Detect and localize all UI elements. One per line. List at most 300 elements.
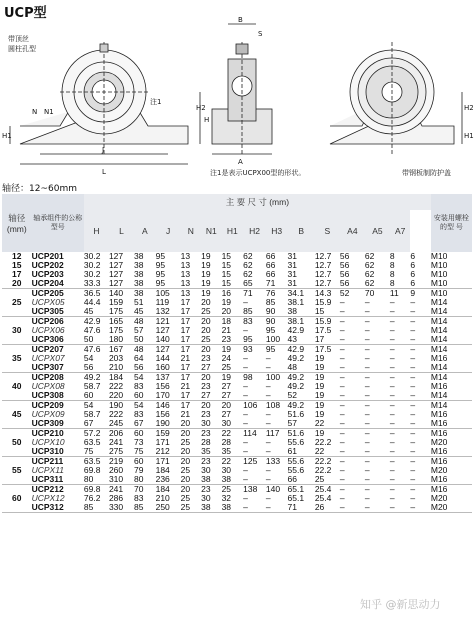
value-cell: 25 [315,475,340,485]
model-cell: UCP203 [31,269,64,279]
value-cell: 25 [201,307,221,317]
value-cell: 83 [133,381,144,391]
value-cell: – [243,503,266,513]
model-cell: UCP310 [32,447,84,457]
value-cell: – [243,437,248,447]
value-cell: 17 [180,344,191,354]
value-cell: – [389,381,395,391]
value-cell: 146 [155,400,170,410]
dim-a: A [238,158,243,166]
value-cell: – [266,447,288,457]
value-cell: 25 [180,493,191,503]
shaft-cell [2,391,32,401]
value-cell: 108 [265,400,281,410]
value-cell: 6 [410,279,430,289]
table-row [2,326,472,335]
value-cell: 206 [108,428,124,438]
table-row [2,345,472,355]
value-cell: 60 [133,428,144,438]
value-cell: 95 [155,269,166,279]
value-cell: 8 [389,251,395,261]
value-cell: 30 [221,465,232,475]
value-cell: 70 [133,484,144,494]
value-cell: 62 [364,269,375,279]
value-cell: 58.7 [83,409,101,419]
cover-label: 带钢板制防护盖 [402,169,451,177]
table-row [2,307,472,317]
value-cell: 66 [288,475,315,485]
value-cell: – [410,316,416,326]
value-cell: 30.2 [83,251,101,261]
value-cell: – [389,465,395,475]
value-cell: 90 [265,316,276,326]
value-cell: 25 [222,363,244,373]
value-cell: 8 [389,269,395,279]
value-cell: – [410,437,416,447]
bearing-diagram [0,14,474,182]
value-cell: 190 [108,400,124,410]
value-cell: 71 [288,503,315,513]
value-cell: 222 [108,409,124,419]
value-cell: 47.6 [83,325,101,335]
value-cell: 80 [84,475,109,485]
table-row [2,261,472,270]
value-cell: – [266,503,288,513]
value-cell: 286 [108,493,124,503]
value-cell: 170 [156,391,181,401]
value-cell: 310 [109,475,134,485]
value-cell: – [265,437,271,447]
value-cell: 51 [133,297,144,307]
dim-h2-right: H2 [464,104,474,112]
value-cell: 20 [201,372,211,382]
value-cell: – [340,503,365,513]
value-cell: 27 [222,391,244,401]
value-cell: 30 [201,465,211,475]
bolt-cell: M16 [430,456,448,466]
model-cell: UCPX12 [31,493,65,503]
value-cell: 83 [243,316,253,326]
value-cell: 27 [201,363,221,373]
value-cell: 127 [108,251,124,261]
value-cell: – [266,391,288,401]
value-cell: 95 [265,344,276,354]
value-cell: 100 [266,335,288,345]
bolt-cell: M14 [431,307,472,317]
model-cell: UCP211 [31,456,64,466]
value-cell: – [339,381,345,391]
model-cell: UCPX05 [31,297,65,307]
value-cell: 70 [364,288,375,298]
value-cell: 184 [108,372,124,382]
value-cell: 140 [156,335,181,345]
header-assembly: 轴承组件的公称型号 [32,194,84,252]
value-cell: 171 [155,437,170,447]
value-cell: – [243,297,248,307]
value-cell: – [410,419,430,429]
value-cell: 60 [134,391,156,401]
value-cell: 25 [181,503,201,513]
value-cell: – [339,456,345,466]
shaft-cell [2,363,32,373]
value-cell: – [339,428,345,438]
value-cell: 95 [155,260,166,270]
value-cell: – [243,475,266,485]
value-cell: 66 [265,251,276,261]
value-cell: 85 [243,307,266,317]
value-cell: – [364,428,370,438]
value-cell: 13 [180,251,191,261]
value-cell: – [390,503,410,513]
value-cell: – [364,400,370,410]
value-cell: 32 [221,493,232,503]
value-cell: – [390,363,410,373]
value-cell: 125 [243,456,258,466]
value-cell: 222 [108,381,124,391]
value-cell: 62 [243,260,253,270]
bolt-cell: M16 [431,447,472,457]
value-cell: 49.2 [287,381,305,391]
shaft-cell: 50 [12,437,22,447]
value-cell: 44.4 [83,297,101,307]
value-cell: – [243,391,266,401]
value-cell: 51.6 [287,409,305,419]
value-cell: 56 [134,363,156,373]
value-cell: 23 [201,456,211,466]
value-cell: 106 [243,400,258,410]
note1-text: 注1是表示UCPX00型的形状。 [210,169,306,177]
value-cell: – [410,428,416,438]
header-col: H1 [222,210,244,252]
value-cell: – [364,437,370,447]
value-cell: 51.6 [287,428,305,438]
dim-s: S [258,30,263,38]
value-cell: 19 [314,400,325,410]
value-cell: 17 [180,316,191,326]
value-cell: 17 [180,400,191,410]
value-cell: 24 [221,353,232,363]
value-cell: – [410,363,430,373]
value-cell: 54 [83,353,94,363]
value-cell: – [339,465,345,475]
value-cell: 13 [181,279,201,289]
value-cell: 19 [201,251,211,261]
value-cell: – [243,493,248,503]
dim-h: H [204,116,210,124]
value-cell: – [390,307,410,317]
table-row [2,298,472,307]
value-cell: – [410,493,416,503]
value-cell: 11 [389,288,399,298]
table-row [2,401,472,411]
model-cell: UCPX09 [31,409,65,419]
value-cell: 19 [314,372,325,382]
value-cell: – [265,409,271,419]
bolt-cell: M14 [430,297,448,307]
model-cell: UCP306 [32,335,84,345]
dim-h2: H2 [196,104,206,112]
value-cell: – [340,447,365,457]
value-cell: 98 [243,372,253,382]
dimension-table [2,194,472,513]
value-cell: 49.2 [287,372,305,382]
value-cell: 127 [155,344,170,354]
value-cell: 60 [133,456,144,466]
value-cell: – [364,381,370,391]
header-col: H [84,210,109,252]
value-cell: – [339,493,345,503]
value-cell: – [389,325,395,335]
value-cell: 20 [181,419,201,429]
value-cell: 159 [108,297,124,307]
table-row [2,382,472,391]
value-cell: – [266,363,288,373]
value-cell: 19 [221,372,232,382]
value-cell: – [389,437,395,447]
value-cell: 36.5 [83,288,101,298]
value-cell: – [364,493,370,503]
value-cell: 25.4 [314,493,332,503]
value-cell: 119 [155,297,170,307]
model-cell: UCP202 [31,260,64,270]
value-cell: – [410,344,416,354]
shaft-cell [2,419,32,429]
header-shaft: 轴径 (mm) [2,194,32,252]
value-cell: 137 [155,372,170,382]
model-cell: UCP212 [31,484,64,494]
value-cell: 167 [108,344,124,354]
value-cell: 22.2 [314,437,332,447]
value-cell: 184 [155,465,170,475]
value-cell: 17.5 [314,325,332,335]
shaft-cell: 35 [12,353,22,363]
value-cell: 127 [108,260,124,270]
value-cell: 17 [181,335,201,345]
value-cell: – [389,428,395,438]
value-cell: 21 [221,325,232,335]
model-cell: UCP307 [32,363,84,373]
value-cell: – [364,484,370,494]
value-cell: – [266,419,288,429]
value-cell: 67 [134,419,156,429]
table-row [2,419,472,429]
bolt-cell: M14 [430,372,448,382]
value-cell: 58.7 [83,381,101,391]
table-row [2,466,472,475]
dim-b: B [238,16,243,24]
value-cell: 35 [201,447,221,457]
value-cell: 61 [288,447,315,457]
value-cell: – [364,344,370,354]
value-cell: 20 [201,316,211,326]
value-cell: – [365,391,390,401]
table-row [2,503,472,513]
value-cell: 60 [84,391,109,401]
table-row [2,363,472,373]
value-cell: 156 [155,409,170,419]
bolt-cell: M20 [430,437,448,447]
note1-marker: 注1 [150,98,162,106]
value-cell: – [365,335,390,345]
value-cell: – [410,353,416,363]
shaft-cell: 12 [12,251,22,261]
shaft-cell: 60 [12,493,22,503]
value-cell: – [410,465,416,475]
dim-j: J [102,146,105,154]
value-cell: – [339,484,345,494]
value-cell: 31 [287,260,297,270]
header-bolt: 安装用螺栓的型 号 [431,194,472,252]
value-cell: – [410,381,416,391]
value-cell: 95 [265,325,276,335]
value-cell: 156 [155,381,170,391]
value-cell: – [364,325,370,335]
dim-h1: H1 [2,132,12,140]
header-dims: 主 要 尺 寸 (mm) [84,194,431,210]
value-cell: 165 [108,316,124,326]
value-cell: – [339,437,345,447]
value-cell: 65.1 [287,493,305,503]
value-cell: 25.4 [314,484,332,494]
shaft-cell: 17 [12,269,22,279]
header-col: N1 [201,210,221,252]
value-cell: 38 [201,503,221,513]
value-cell: 260 [108,465,124,475]
value-cell: 9 [410,288,416,298]
value-cell: 43 [288,335,315,345]
value-cell: – [389,297,395,307]
value-cell: – [389,353,395,363]
value-cell: – [410,409,416,419]
shaft-cell: 45 [12,409,22,419]
value-cell: 13 [180,260,191,270]
value-cell: – [340,475,365,485]
value-cell: 15 [221,251,232,261]
shaft-cell [2,503,32,513]
value-cell: 75 [134,447,156,457]
value-cell: 76.2 [83,493,101,503]
value-cell: 55.6 [287,465,305,475]
value-cell: – [340,419,365,429]
table-row [2,494,472,503]
value-cell: 19 [221,297,232,307]
value-cell: 38 [201,475,221,485]
value-cell: – [339,353,345,363]
value-cell: – [364,316,370,326]
value-cell: 56 [339,260,350,270]
bolt-cell: M16 [431,419,472,429]
bolt-cell: M16 [431,475,472,485]
value-cell: – [410,325,416,335]
value-cell: 62 [243,269,253,279]
value-cell: 49.2 [287,400,305,410]
shaft-cell [2,475,32,485]
value-cell: 23 [201,428,211,438]
header-col: A7 [390,210,410,252]
bolt-cell: M14 [430,325,448,335]
value-cell: 159 [155,428,170,438]
value-cell: 160 [156,363,181,373]
bolt-cell: M20 [430,465,448,475]
value-cell: 76 [265,288,276,298]
value-cell: – [410,297,416,307]
value-cell: 127 [108,269,124,279]
model-cell: UCP309 [32,419,84,429]
table-row [2,475,472,485]
value-cell: 38 [222,475,244,485]
value-cell: 127 [109,279,134,289]
value-cell: 50 [134,335,156,345]
value-cell: 22 [221,456,232,466]
table-row [2,438,472,447]
bolt-cell: M14 [430,316,448,326]
shaft-cell: 30 [12,325,22,335]
table-row [2,410,472,419]
value-cell: – [364,465,370,475]
value-cell: 62 [243,251,253,261]
value-cell: 31 [288,279,315,289]
value-cell: 19 [314,428,325,438]
model-cell: UCP308 [32,391,84,401]
value-cell: 95 [155,251,166,261]
bolt-cell: M10 [430,251,448,261]
value-cell: 20 [201,297,211,307]
table-row [2,429,472,439]
value-cell: 56 [339,251,350,261]
table-row [2,457,472,467]
table-row [2,447,472,457]
value-cell: 28 [201,437,211,447]
watermark: 知乎 @新思动力 [360,598,441,611]
value-cell: 63.5 [83,456,101,466]
value-cell: – [389,400,395,410]
value-cell: 38 [133,251,144,261]
value-cell: – [340,363,365,373]
value-cell: – [364,456,370,466]
value-cell: 67 [84,419,109,429]
value-cell: – [339,409,345,419]
value-cell: – [365,475,390,485]
dim-n: N [32,108,38,116]
value-cell: 236 [156,475,181,485]
value-cell: – [243,419,266,429]
value-cell: 14.3 [314,288,332,298]
value-cell: – [410,475,430,485]
value-cell: 69.8 [83,465,101,475]
value-cell: – [243,465,248,475]
shaft-cell: 20 [2,279,32,289]
value-cell: 12.7 [314,269,332,279]
value-cell: 75 [84,447,109,457]
value-cell: – [365,307,390,317]
value-cell: 330 [109,503,134,513]
value-cell: 22 [315,419,340,429]
value-cell: 21 [180,381,191,391]
value-cell: – [243,325,248,335]
value-cell: 6 [410,269,416,279]
value-cell: 30 [222,419,244,429]
dim-l: L [102,168,106,176]
value-cell: – [266,475,288,485]
value-cell: 35 [222,447,244,457]
value-cell: 28 [221,437,232,447]
table-row [2,252,472,261]
value-cell: 245 [109,419,134,429]
table-row [2,485,472,495]
value-cell: 62 [365,279,390,289]
value-cell: – [390,475,410,485]
table-row [2,335,472,345]
